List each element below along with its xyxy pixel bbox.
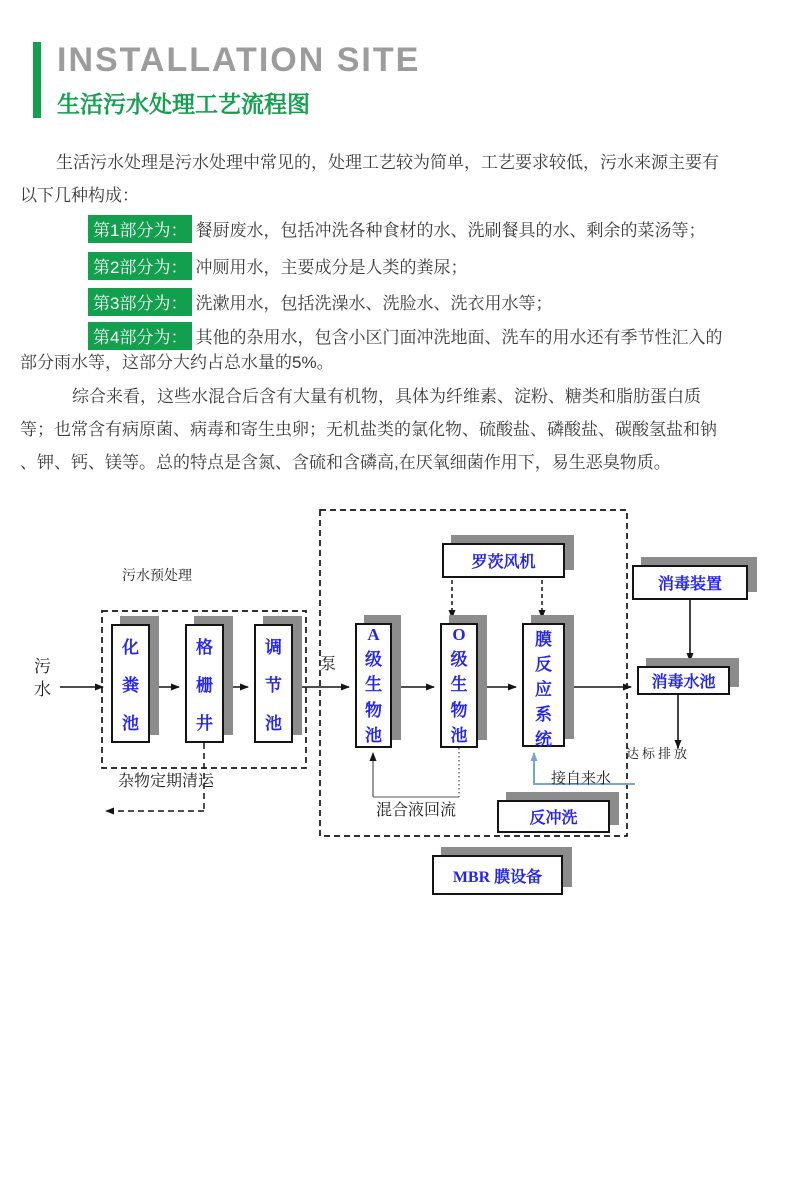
mbr-equipment-box: MBR 膜设备: [432, 855, 563, 895]
part-3-badge: 第3部分为：: [88, 288, 192, 316]
process-flow-diagram: [0, 505, 800, 925]
influent-label: 污 水: [34, 657, 51, 699]
bio-tank-a-box: A 级 生 物 池: [355, 623, 392, 748]
part-3-text: 洗漱用水，包括洗澡水、洗脸水、洗衣用水等；: [195, 294, 553, 313]
bio-tank-o-box: O 级 生 物 池: [440, 623, 478, 748]
disinfection-device-box: 消毒装置: [632, 565, 748, 600]
tap-water-label: 接自来水: [551, 770, 612, 787]
disinfection-tank-box: 消毒水池: [637, 666, 730, 695]
intro-line-2: 以下几种构成：: [20, 186, 139, 205]
part-2-badge: 第2部分为：: [88, 252, 192, 280]
summary-line-1: 综合来看，这些水混合后含有大量有机物，具体为纤维素、淀粉、糖类和脂肪蛋白质: [72, 387, 701, 406]
discharge-label: 达标排放: [626, 746, 691, 761]
page-title: INSTALLATION SITE: [57, 41, 421, 79]
page-subtitle: 生活污水处理工艺流程图: [57, 91, 310, 117]
regulating-tank-box: 调 节 池: [254, 624, 293, 743]
part-1-text: 餐厨废水，包括冲洗各种食材的水、洗刷餐具的水、剩余的菜汤等；: [195, 221, 706, 240]
pretreatment-section-label: 污水预处理: [122, 567, 192, 583]
debris-removal-label: 杂物定期清运: [118, 773, 215, 790]
part-4-continuation: 部分雨水等，这部分大约占总水量的5%。: [20, 353, 334, 372]
part-2-text: 冲厕用水，主要成分是人类的粪尿；: [195, 258, 468, 277]
part-row-4: [88, 322, 722, 350]
intro-line-1: 生活污水处理是污水处理中常见的，处理工艺较为简单，工艺要求较低，污水来源主要有: [56, 153, 719, 172]
pump-label: 泵: [320, 656, 337, 673]
mixed-liquor-return-label: 混合液回流: [376, 802, 457, 819]
part-4-badge: 第4部分为：: [88, 322, 192, 350]
backwash-box: 反冲洗: [497, 800, 610, 833]
part-row-2: [88, 252, 467, 280]
accent-bar: [33, 42, 41, 118]
summary-line-2: 等；也常含有病原菌、病毒和寄生虫卵；无机盐类的氯化物、硫酸盐、磷酸盐、碳酸氢盐和钠: [20, 420, 717, 439]
septic-tank-box: 化 粪 池: [111, 624, 150, 743]
part-1-badge: 第1部分为：: [88, 215, 192, 243]
part-row-3: [88, 288, 552, 316]
membrane-system-box: 膜 反 应 系 统: [522, 623, 565, 747]
grid-well-box: 格 栅 井: [185, 624, 224, 743]
part-row-1: [88, 215, 705, 243]
summary-line-3: 、钾、钙、镁等。总的特点是含氮、含硫和含磷高,在厌氧细菌作用下，易生恶臭物质。: [20, 453, 671, 472]
roots-blower-box: 罗茨风机: [442, 543, 565, 578]
part-4-text: 其他的杂用水，包含小区门面冲洗地面、洗车的用水还有季节性汇入的: [195, 328, 723, 347]
